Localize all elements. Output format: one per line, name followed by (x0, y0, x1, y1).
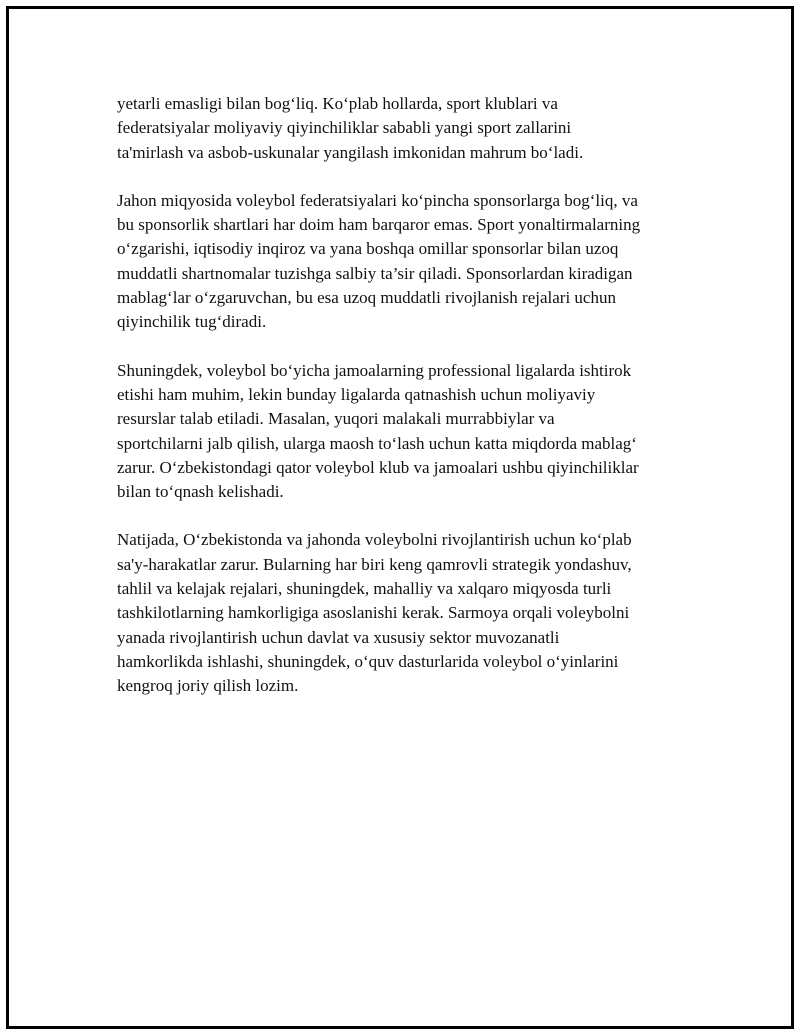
text-line: yanada rivojlantirish uchun davlat va xususiy sektor muvozanatli (117, 627, 560, 647)
text-line: hamkorlikda ishlashi, shuningdek, o‘quv dasturlarida voleybol o‘yinlarini (117, 651, 619, 671)
text-line: bilan to‘qnash kelishadi. (117, 482, 284, 502)
paragraph-2 (117, 189, 697, 335)
text-line: kengroq joriy qilish lozim. (117, 676, 299, 696)
text-line: Jahon miqyosida voleybol federatsiyalari ko‘pincha sponsorlarga bog‘liq, va (117, 190, 638, 210)
text-line: tahlil va kelajak rejalari, shuningdek, mahalliy va xalqaro miqyosda turli (117, 579, 612, 599)
text-line: Shuningdek, voleybol bo‘yicha jamoalarning professional ligalarda ishtirok (117, 360, 632, 380)
paragraph-3 (117, 359, 697, 505)
text-line: tashkilotlarning hamkorligiga asoslanishi kerak. Sarmoya orqali voleybolni (117, 603, 630, 623)
text-line: bu sponsorlik shartlari har doim ham barqaror emas. Sport yonaltirmalarning (117, 215, 641, 235)
text-line: etishi ham muhim, lekin bunday ligalarda qatnashish uchun moliyaviy (117, 384, 596, 404)
text-line: muddatli shartnomalar tuzishga salbiy ta’sir qiladi. Sponsorlardan kiradigan (117, 263, 633, 283)
paragraph-1 (117, 92, 697, 165)
document-body (117, 92, 697, 723)
text-line: federatsiyalar moliyaviy qiyinchiliklar sababli yangi sport zallarini (117, 118, 572, 138)
text-line: mablag‘lar o‘zgaruvchan, bu esa uzoq muddatli rivojlanish rejalari uchun (117, 288, 616, 308)
text-line: sportchilarni jalb qilish, ularga maosh to‘lash uchun katta miqdorda mablag‘ (117, 433, 637, 453)
text-line: qiyinchilik tug‘diradi. (117, 312, 267, 332)
text-line: resurslar talab etiladi. Masalan, yuqori malakali murrabbiylar va (117, 409, 555, 429)
text-line: yetarli emasligi bilan bog‘liq. Ko‘plab hollarda, sport klublari va (117, 94, 558, 113)
text-line: Natijada, O‘zbekistonda va jahonda voleybolni rivojlantirish uchun ko‘plab (117, 530, 632, 550)
paragraph-4 (117, 528, 697, 698)
text-line: zarur. O‘zbekistondagi qator voleybol klub va jamoalari ushbu qiyinchiliklar (117, 457, 639, 477)
text-line: ta'mirlash va asbob-uskunalar yangilash imkonidan mahrum bo‘ladi. (117, 142, 584, 162)
text-line: o‘zgarishi, iqtisodiy inqiroz va yana boshqa omillar sponsorlar bilan uzoq (117, 239, 619, 259)
text-line: sa'y-harakatlar zarur. Bularning har biri keng qamrovli strategik yondashuv, (117, 554, 632, 574)
